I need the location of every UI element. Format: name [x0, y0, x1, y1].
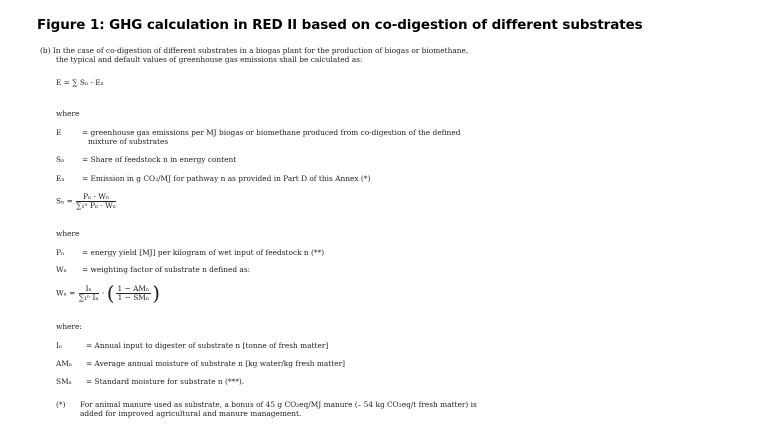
formula-w-dot: · — [101, 288, 105, 298]
intro-line-1: (b) In the case of co-digestion of different substrates in a biogas plant for the production of biogas or biomethane, — [40, 46, 469, 55]
def-text-in: = Annual input to digester of substrate n [tonne of fresh matter] — [86, 341, 329, 350]
def-symbol-pn: Pₙ — [56, 248, 65, 257]
right-paren-icon: ) — [152, 281, 161, 305]
intro-line-2: the typical and default values of greenhouse gas emissions shall be calculated as: — [56, 55, 363, 64]
def-text-en: = Emission in g CO₂/MJ for pathway n as provided in Part D of this Annex (*) — [82, 174, 371, 183]
def-text-wn: = weighting factor of substrate n defined as: — [82, 265, 251, 274]
def-symbol-en: Eₙ — [56, 174, 65, 183]
def-symbol-smn: SMₙ — [56, 377, 72, 386]
footnote-line-2: added for improved agricultural and manure management. — [80, 409, 302, 418]
where-label-3: where: — [56, 322, 82, 331]
formula-s-denominator: ∑₁ⁿ Pₙ · Wₙ — [76, 201, 116, 210]
def-symbol-wn: Wₙ — [56, 265, 67, 274]
formula-e: E = ∑ Sₙ · Eₙ — [56, 78, 104, 87]
formula-w-denominator-1: ∑₁ⁿ Iₙ — [78, 293, 99, 302]
def-text-smn: = Standard moisture for substrate n (***). — [86, 377, 245, 386]
where-label-2: where — [56, 229, 80, 238]
def-text-e-cont: mixture of substrates — [88, 137, 169, 146]
formula-s — [56, 193, 117, 210]
figure-title: Figure 1: GHG calculation in RED II based on co-digestion of different substrates — [37, 17, 643, 33]
def-symbol-e: E — [56, 128, 62, 137]
formula-s-lhs: Sₙ = — [56, 196, 73, 206]
def-symbol-in: Iₙ — [56, 341, 63, 350]
def-symbol-amn: AMₙ — [56, 359, 73, 368]
formula-s-numerator: Pₙ · Wₙ — [76, 193, 116, 202]
formula-w-lhs: Wₙ = — [56, 288, 76, 298]
footnote-line-1: For animal manure used as substrate, a bonus of 45 g CO₂eq/MJ manure (– 54 kg CO₂eq/t fresh matter) is — [80, 400, 477, 409]
left-paren-icon: ( — [106, 281, 115, 305]
def-text-pn: = energy yield [MJ] per kilogram of wet input of feedstock n (**) — [82, 248, 325, 257]
def-text-e: = greenhouse gas emissions per MJ biogas or biomethane produced from co-digestion of the defined — [82, 128, 461, 137]
formula-w-fraction-1 — [79, 285, 99, 302]
formula-s-fraction — [76, 193, 116, 210]
formula-w-numerator-2: 1 − AMₙ — [117, 284, 150, 293]
formula-w — [56, 281, 161, 305]
footnote-mark: (*) — [56, 400, 66, 409]
formula-w-numerator-1: Iₙ — [79, 285, 99, 294]
formula-w-fraction-2 — [116, 285, 152, 302]
where-label-1: where — [56, 109, 80, 118]
formula-w-denominator-2: 1 − SMₙ — [117, 293, 150, 302]
def-text-amn: = Average annual moisture of substrate n [kg water/kg fresh matter] — [86, 359, 346, 368]
def-symbol-sn: Sₙ — [56, 155, 65, 164]
def-text-sn: = Share of feedstock n in energy content — [82, 155, 237, 164]
